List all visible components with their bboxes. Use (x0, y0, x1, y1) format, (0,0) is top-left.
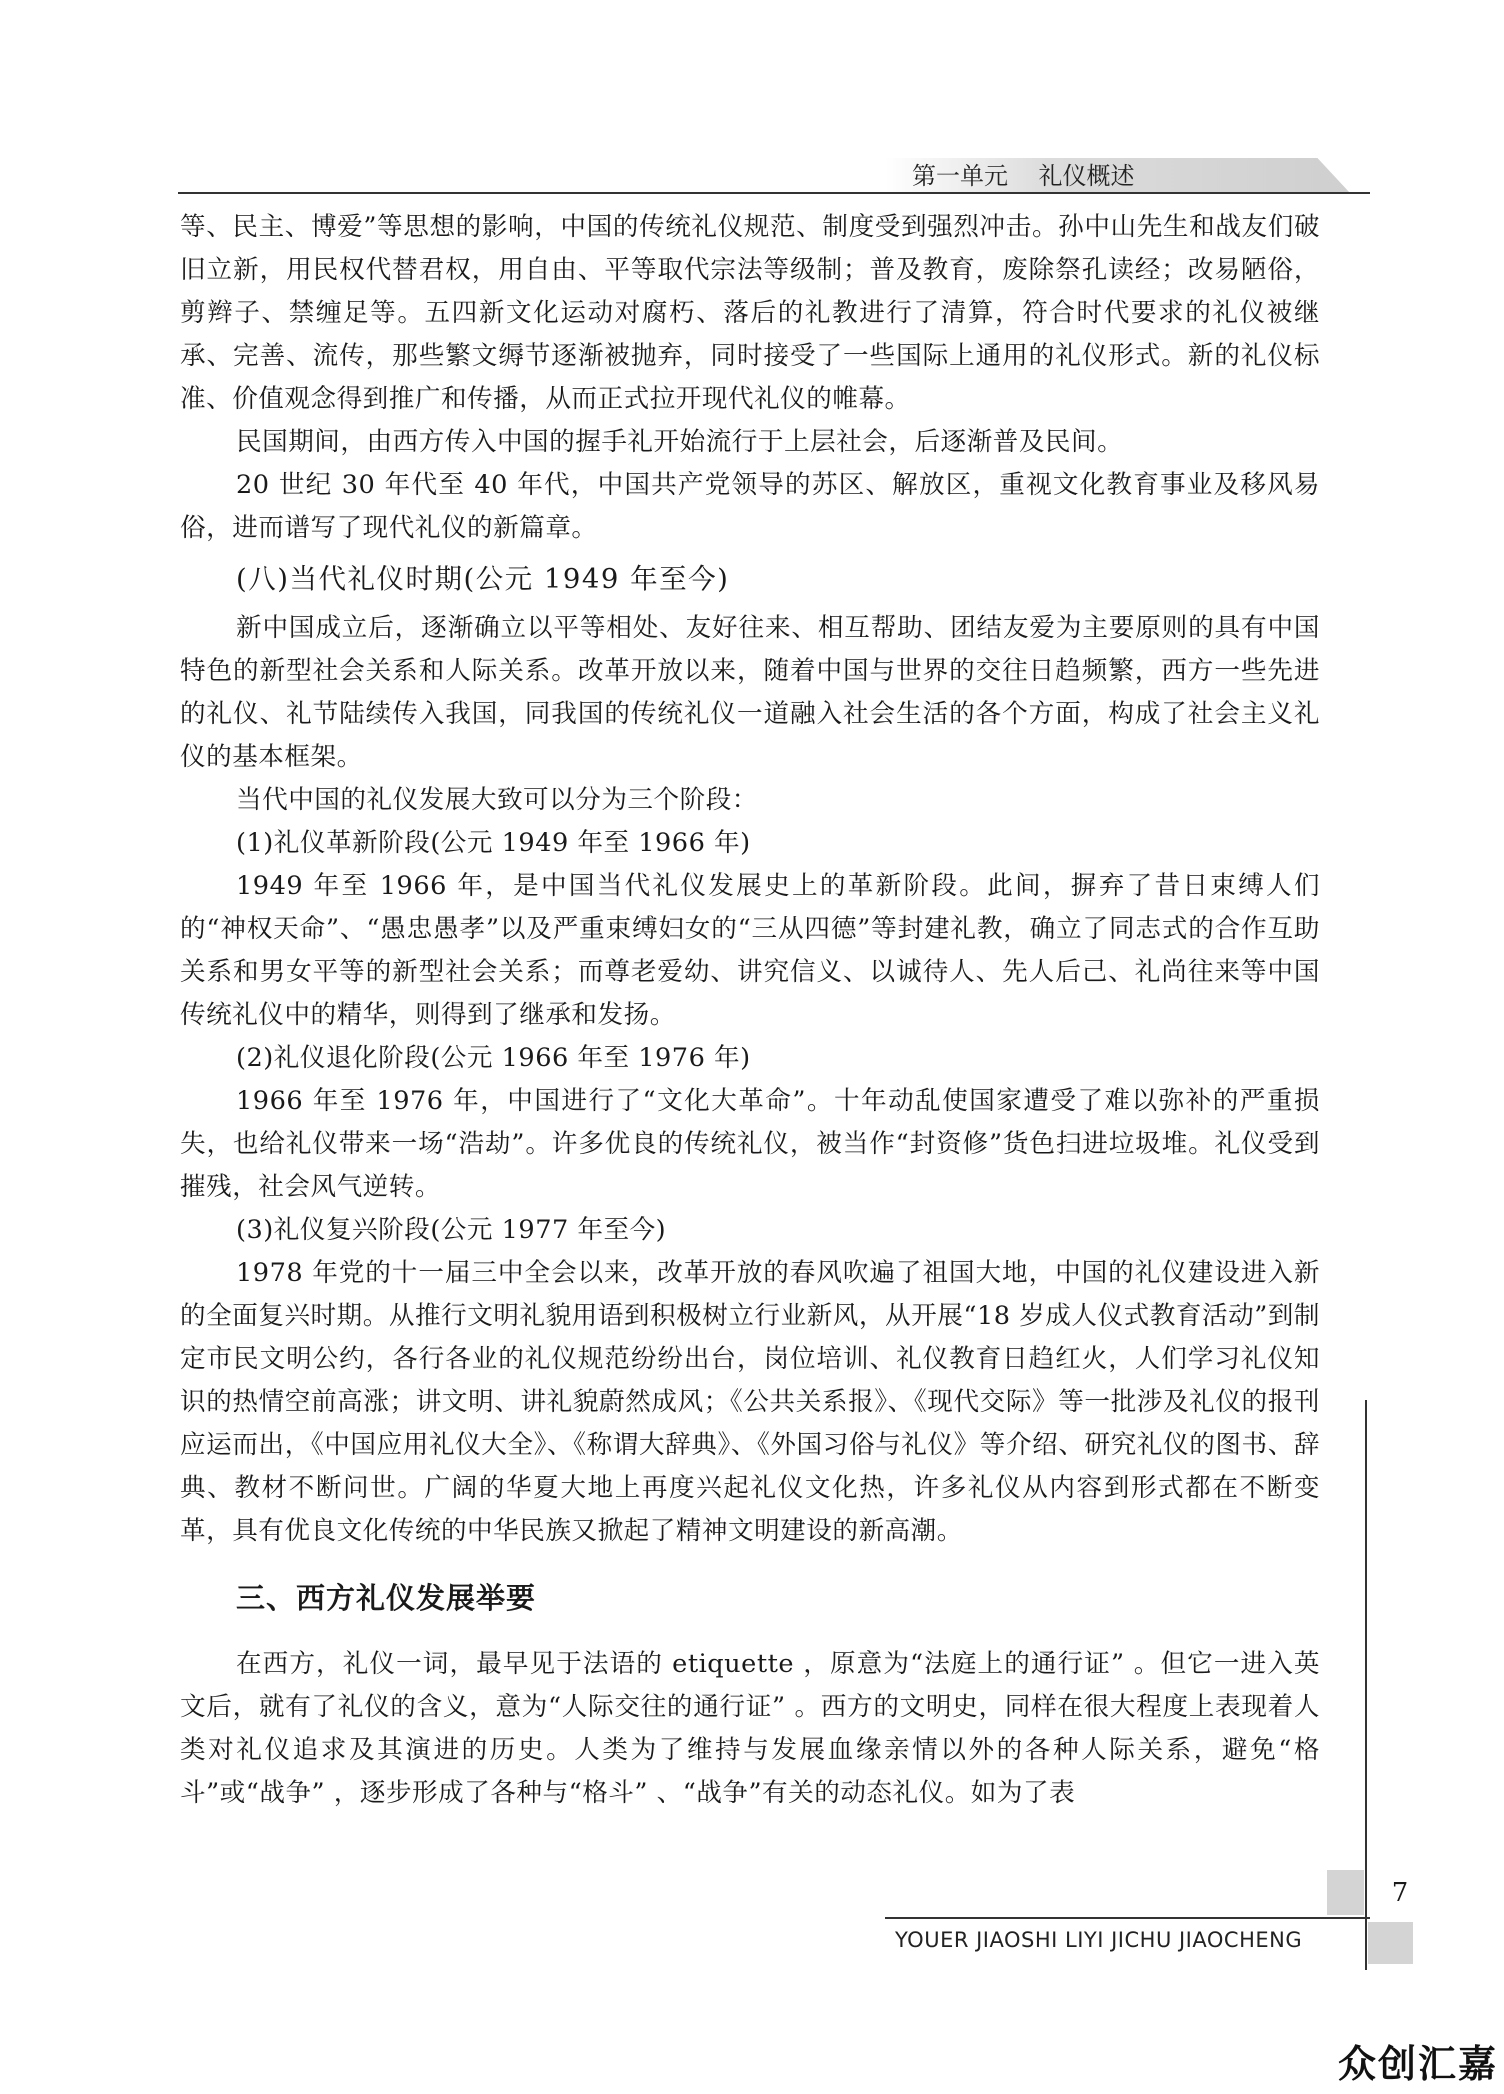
subheading-period-8: (八)当代礼仪时期(公元 1949 年至今) (236, 563, 730, 595)
page-number: 7 (1391, 1878, 1409, 1908)
paragraph-2: 民国期间，由西方传入中国的握手礼开始流行于上层社会，后逐渐普及民间。 (236, 427, 1124, 457)
footer-gray-block (1327, 1870, 1364, 1915)
paragraph-4: 新中国成立后，逐渐确立以平等相处、友好往来、相互帮助、团结友爱为主要原则的具有中国特色的新型社会关系和人际关系。改革开放以来，随着中国与世界的交往日趋频繁，西方一些先进的礼仪、礼节陆续传入我国，同我国的传统礼仪一道融入社会生活的各个方面，构成了社会主义礼仪的基本框架。 (180, 613, 1320, 772)
paragraph-1: 等、民主、博爱”等思想的影响，中国的传统礼仪规范、制度受到强烈冲击。孙中山先生和战友们破旧立新，用民权代替君权，用自由、平等取代宗法等级制；普及教育，废除祭孔读经；改易陋俗，剪辫子、禁缠足等。五四新文化运动对腐朽、落后的礼教进行了清算，符合时代要求的礼仪被继承、完善、流传，那些繁文缛节逐渐被抛弃，同时接受了一些国际上通用的礼仪形式。新的礼仪标准、价值观念得到推广和传播，从而正式拉开现代礼仪的帷幕。 (180, 212, 1320, 414)
watermark-logo: 众创汇嘉 (1338, 2042, 1499, 2086)
paragraph-9: 在西方，礼仪一词，最早见于法语的 etiquette ，原意为“法庭上的通行证” 。但它一进入英文后，就有了礼仪的含义，意为“人际交往的通行证” 。西方的文明史，同样在很大程度上表现着人类对礼仪追求及其演进的历史。人类为了维持与发展血缘亲情以外的各种人际关系，避免“格斗”或“战争” ，逐步形成了各种与“格斗” 、“战争”有关的动态礼仪。如为了表 (180, 1649, 1320, 1808)
footer-gray-block (1368, 1922, 1413, 1964)
stage-1-heading: (1)礼仪革新阶段(公元 1949 年至 1966 年) (236, 828, 751, 858)
stage-3-heading: (3)礼仪复兴阶段(公元 1977 年至今) (236, 1215, 667, 1245)
paragraph-6: 1949 年至 1966 年，是中国当代礼仪发展史上的革新阶段。此间，摒弃了昔日束缚人们的“神权天命”、“愚忠愚孝”以及严重束缚妇女的“三从四德”等封建礼教，确立了同志式的合作互助关系和男女平等的新型社会关系；而尊老爱幼、讲究信义、以诚待人、先人后己、礼尚往来等中国传统礼仪中的精华，则得到了继承和发扬。 (180, 871, 1320, 1030)
header-rule (178, 192, 1370, 194)
paragraph-5: 当代中国的礼仪发展大致可以分为三个阶段： (236, 785, 758, 815)
stage-2-heading: (2)礼仪退化阶段(公元 1966 年至 1976 年) (236, 1043, 751, 1073)
footer-book-title: YOUER JIAOSHI LIYI JICHU JIAOCHENG (895, 1928, 1303, 1952)
right-margin-rule (1365, 1400, 1367, 1970)
paragraph-8: 1978 年党的十一届三中全会以来，改革开放的春风吹遍了祖国大地，中国的礼仪建设进入新的全面复兴时期。从推行文明礼貌用语到积极树立行业新风，从开展“18 岁成人仪式教育活动”到制定市民文明公约，各行各业的礼仪规范纷纷出台，岗位培训、礼仪教育日趋红火，人们学习礼仪知识的热情空前高涨；讲文明、讲礼貌蔚然成风；《公共关系报》、《现代交际》等一批涉及礼仪的报刊应运而出，《中国应用礼仪大全》、《称谓大辞典》、《外国习俗与礼仪》等介绍、研究礼仪的图书、辞典、教材不断问世。广阔的华夏大地上再度兴起礼仪文化热，许多礼仪从内容到形式都在不断变革，具有优良文化传统的中华民族又掀起了精神文明建设的新高潮。 (180, 1258, 1320, 1546)
footer-rule (885, 1917, 1370, 1919)
header-chapter: 第一单元 (912, 162, 1008, 190)
page-body (180, 206, 1320, 1815)
header-title: 礼仪概述 (1038, 162, 1135, 190)
running-header (912, 160, 1135, 193)
paragraph-3: 20 世纪 30 年代至 40 年代，中国共产党领导的苏区、解放区，重视文化教育事业及移风易俗，进而谱写了现代礼仪的新篇章。 (180, 470, 1320, 543)
section-heading-western-etiquette: 三、西方礼仪发展举要 (236, 1581, 537, 1615)
paragraph-7: 1966 年至 1976 年，中国进行了“文化大革命”。十年动乱使国家遭受了难以弥补的严重损失，也给礼仪带来一场“浩劫”。许多优良的传统礼仪，被当作“封资修”货色扫进垃圾堆。礼仪受到摧残，社会风气逆转。 (180, 1086, 1320, 1202)
